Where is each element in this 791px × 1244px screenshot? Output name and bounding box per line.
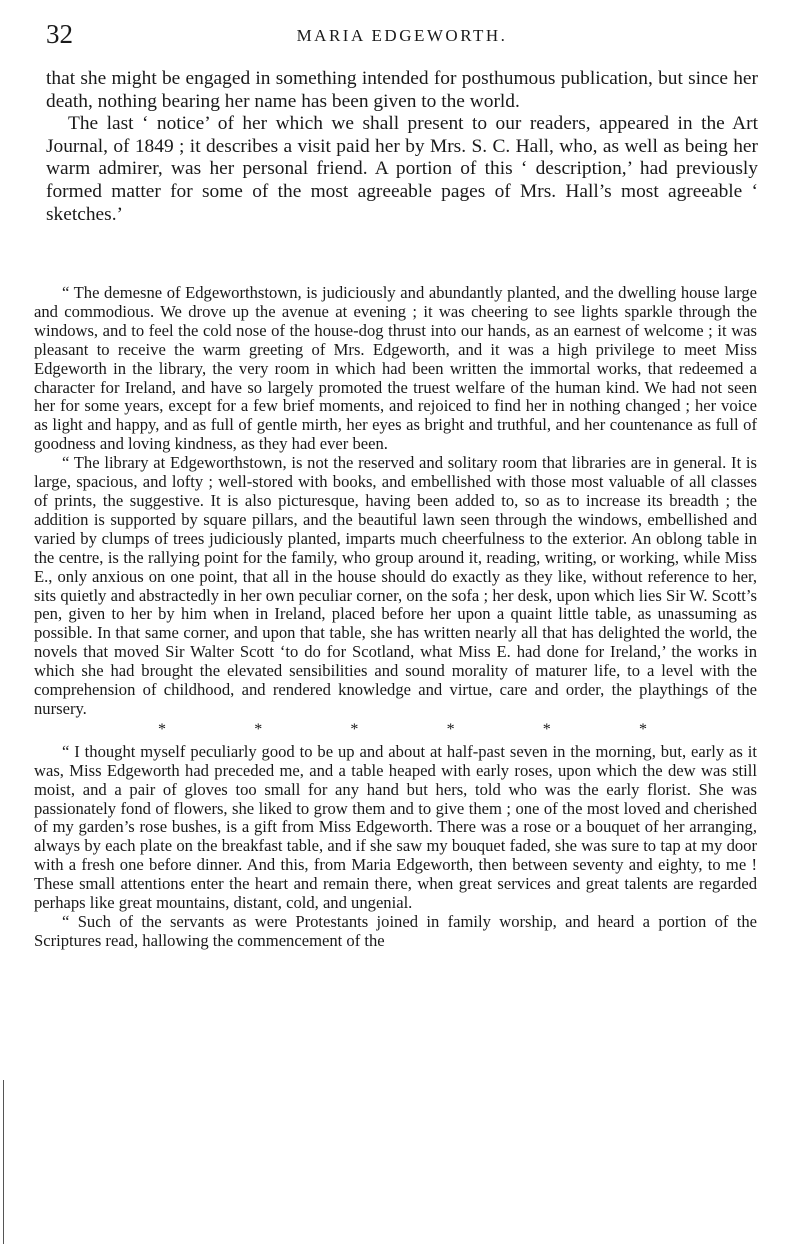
quote-paragraph: “ Such of the servants as were Protestants joined in family worship, and heard a portion of the Scriptures read, hallowing the commencement of the [34,912,757,950]
asterisk: * [350,720,359,738]
asterism-separator [34,721,757,739]
block-quote [34,284,757,951]
page-number: 32 [46,19,73,49]
binding-edge-line [3,1080,4,1244]
asterisk: * [158,720,166,738]
asterisk: * [542,720,551,738]
page-header [46,18,758,54]
quote-paragraph: “ The library at Edgeworthstown, is not the reserved and solitary room that libraries are in general. It is large, spacious, and lofty ; well-stored with books, and embellished with those most valuable of all classes of prints, the suggestive. It is also picturesque, having been added to, so as to increase its breadth ; the addition is supported by square pillars, and the beautiful lawn seen through the windows, embellished and varied by clumps of trees judiciously planted, imparts much cheerfulness to the exterior. An oblong table in the centre, is the rallying point for the family, who group around it, reading, writing, or working, while Miss E., only anxious on one point, that all in the house should do exactly as they like, without reference to her, sits quietly and abstractedly in her own peculiar corner, on the sofa ; her desk, upon which lies Sir W. Scott’s pen, given to her by him when in Ireland, placed before her upon a quaint little table, as unassuming as possible. In that same corner, and upon that table, she has written nearly all that has delighted the world, the novels that moved Sir Walter Scott ‘to do for Scotland, what Miss E. had done for Ireland,’ the works in which she had brought the elevated sensibilities and sound morality of maturer life, to a level with the comprehension of childhood, and rendered knowledge and virtue, care and order, the playthings of the nursery. [34,453,757,718]
intro-paragraph: that she might be engaged in something intended for posthumous publication, but since her death, nothing bearing her name has been given to the world. [46,68,758,112]
quote-paragraph: “ The demesne of Edgeworthstown, is judiciously and abundantly planted, and the dwelling house large and commodious. We drove up the avenue at evening ; it was cheering to see lights sparkle through the windows, and to feel the cold nose of the house-dog thrust into our hands, as an earnest of welcome ; it was pleasant to receive the warm greeting of Mrs. Edgeworth, and it was a high privilege to meet Miss Edgeworth in the library, the very room in which had been written the immortal works, that redeemed a character for Ireland, and have so largely promoted the truest welfare of the human kind. We had not seen her for some years, except for a few brief moments, and rejoiced to find her in nothing changed ; her voice as light and happy, and as full of gentle mirth, her eyes as bright and truthful, and her countenance as full of goodness and loving kindness, as they had ever been. [34,283,757,454]
running-head: MARIA EDGEWORTH. [296,26,508,45]
quote-paragraph: “ I thought myself peculiarly good to be up and about at half-past seven in the morning, but, early as it was, Miss Edgeworth had preceded me, and a table heaped with early roses, upon which the dew was still moist, and a pair of gloves too small for any hand but hers, told who was the early florist. She was passionately fond of flowers, she liked to grow them and to give them ; one of the most loved and cherished of my garden’s rose bushes, is a gift from Miss Edgeworth. There was a rose or a bouquet of her arranging, always by each plate on the breakfast table, and if she saw my bouquet faded, she was sure to tap at my door with a fresh one before dinner. And this, from Maria Edgeworth, then between seventy and eighty, to me ! These small attentions enter the heart and remain there, when great services and great talents are regarded perhaps like great mountains, distant, cold, and ungenial. [34,741,757,913]
asterisk: * [638,720,647,738]
asterisk: * [254,720,263,738]
intro-paragraph: The last ‘ notice’ of her which we shall present to our readers, appeared in the Art Journal, of 1849 ; it describes a visit paid her by Mrs. S. C. Hall, who, as well as being her warm admirer, was her personal friend. A portion of this ‘ description,’ had previously formed matter for some of the most agreeable pages of Mrs. Hall’s most agreeable ‘ sketches.’ [46,113,758,225]
asterisk: * [446,720,455,738]
intro-text [46,68,758,226]
